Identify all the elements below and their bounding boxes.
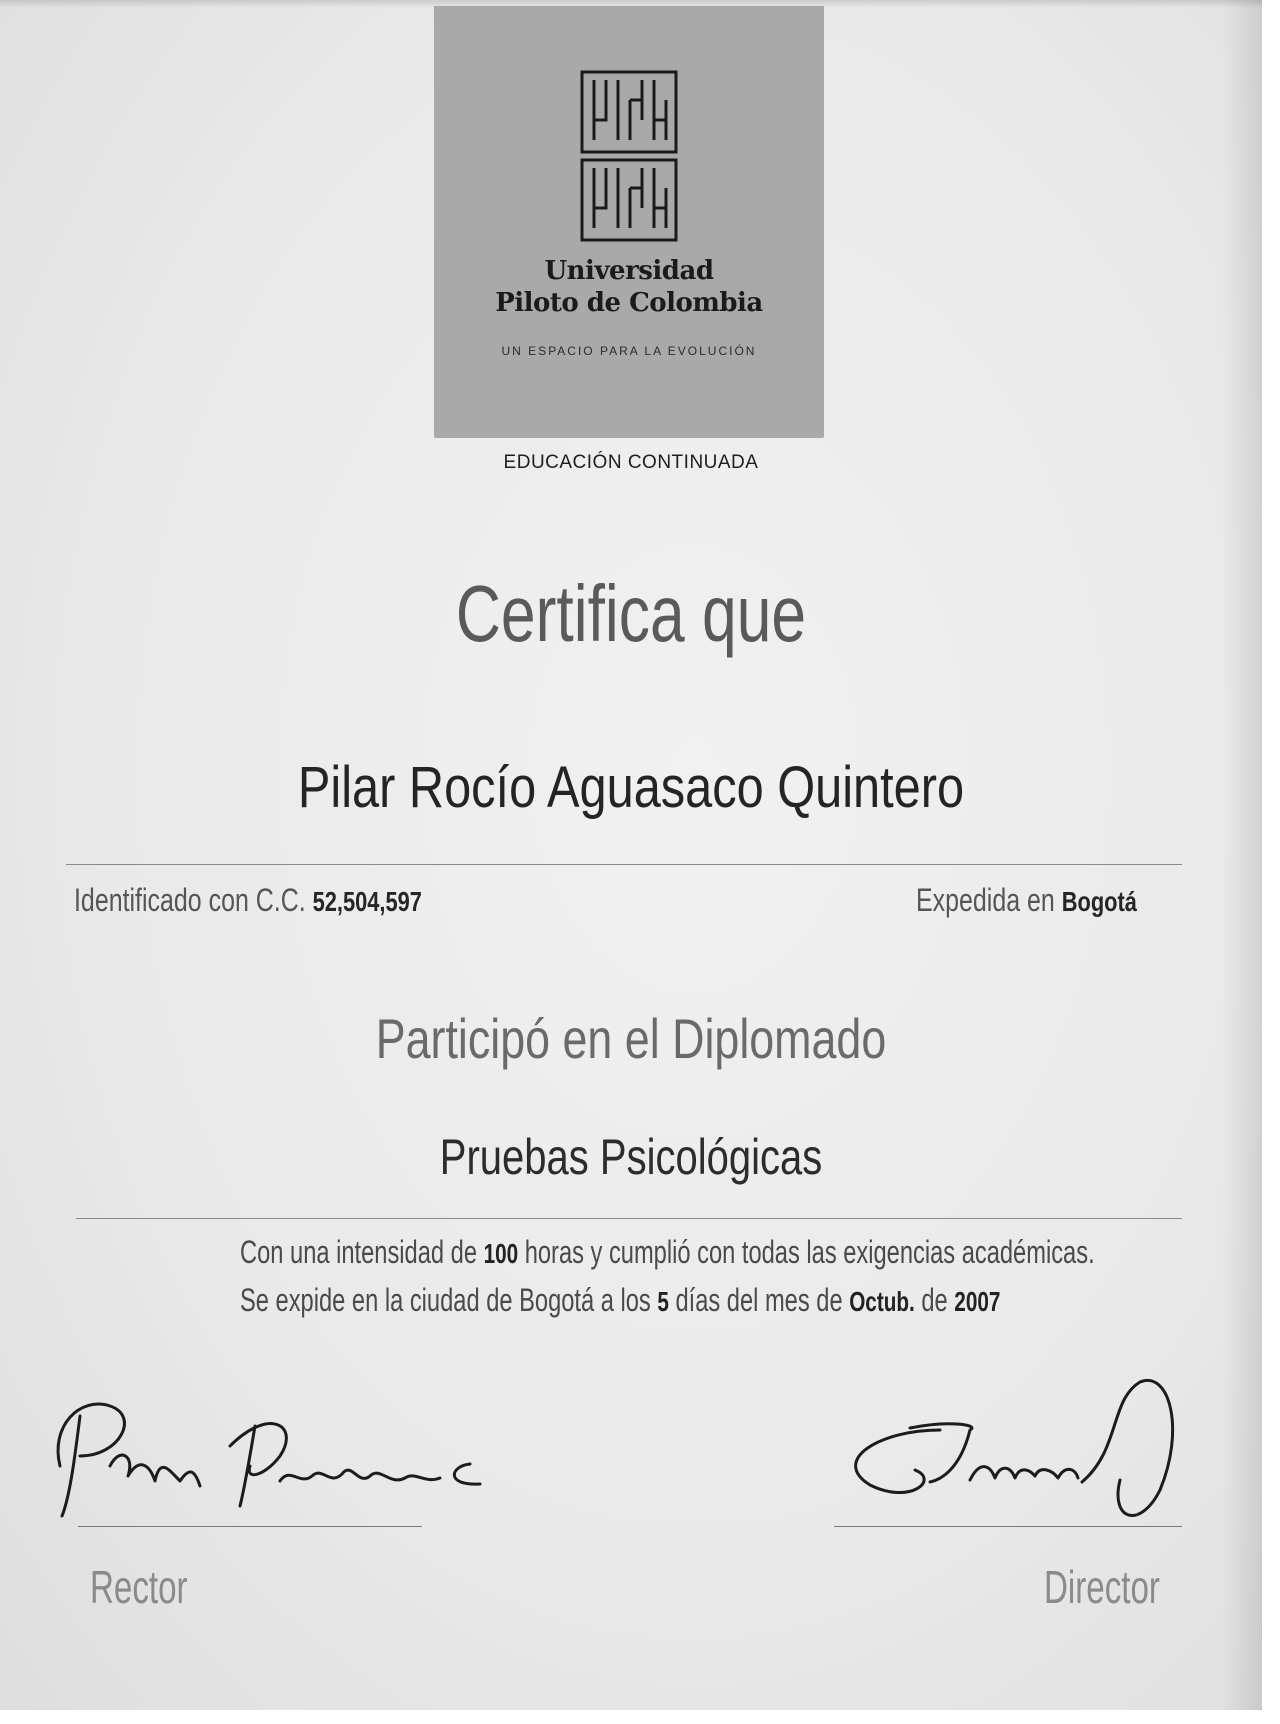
id-label: Identificado con C.C.	[74, 882, 306, 918]
issued-line	[916, 882, 1137, 919]
intensity-line	[240, 1234, 1095, 1271]
program-divider	[76, 1218, 1182, 1219]
participation-text: Participó en el Diplomado	[375, 1007, 887, 1070]
intensity-prefix: Con una intensidad de	[240, 1234, 477, 1270]
id-line	[74, 882, 422, 919]
rector-signature-line	[78, 1526, 422, 1527]
certificate-title: Certifica que	[455, 569, 807, 658]
expedition-line	[240, 1282, 1000, 1319]
director-role-label: Director	[1044, 1561, 1160, 1613]
university-logo-icon	[580, 70, 678, 242]
hours-value: 100	[483, 1238, 519, 1269]
year-value: 2007	[954, 1286, 1001, 1317]
scan-edge-shadow	[1222, 0, 1262, 1710]
expedition-middle: días del mes de	[675, 1282, 843, 1318]
day-value: 5	[657, 1286, 669, 1317]
university-tagline: UN ESPACIO PARA LA EVOLUCIÓN	[501, 344, 757, 358]
issued-city: Bogotá	[1061, 886, 1137, 917]
program-name: Pruebas Psicológicas	[439, 1129, 823, 1185]
name-divider	[66, 864, 1182, 865]
director-signature-line	[834, 1526, 1182, 1527]
month-value: Octub.	[849, 1286, 915, 1317]
director-signature	[820, 1370, 1200, 1550]
rector-role-label: Rector	[90, 1561, 188, 1613]
issued-label: Expedida en	[916, 882, 1055, 918]
rector-signature	[40, 1386, 500, 1526]
university-name-line2: Piloto de Colombia	[495, 288, 763, 318]
recipient-name: Pilar Rocío Aguasaco Quintero	[297, 755, 965, 820]
expedition-prefix: Se expide en la ciudad de Bogotá a los	[240, 1282, 651, 1318]
intensity-suffix: horas y cumplió con todas las exigencias académicas.	[524, 1234, 1095, 1270]
id-number: 52,504,597	[312, 886, 422, 917]
scan-bottom-margin	[0, 1710, 1280, 1724]
expedition-of: de	[921, 1282, 948, 1318]
university-name-line1: Universidad	[544, 256, 714, 286]
department-label: EDUCACIÓN CONTINUADA	[503, 452, 759, 473]
logo-panel	[434, 6, 824, 438]
